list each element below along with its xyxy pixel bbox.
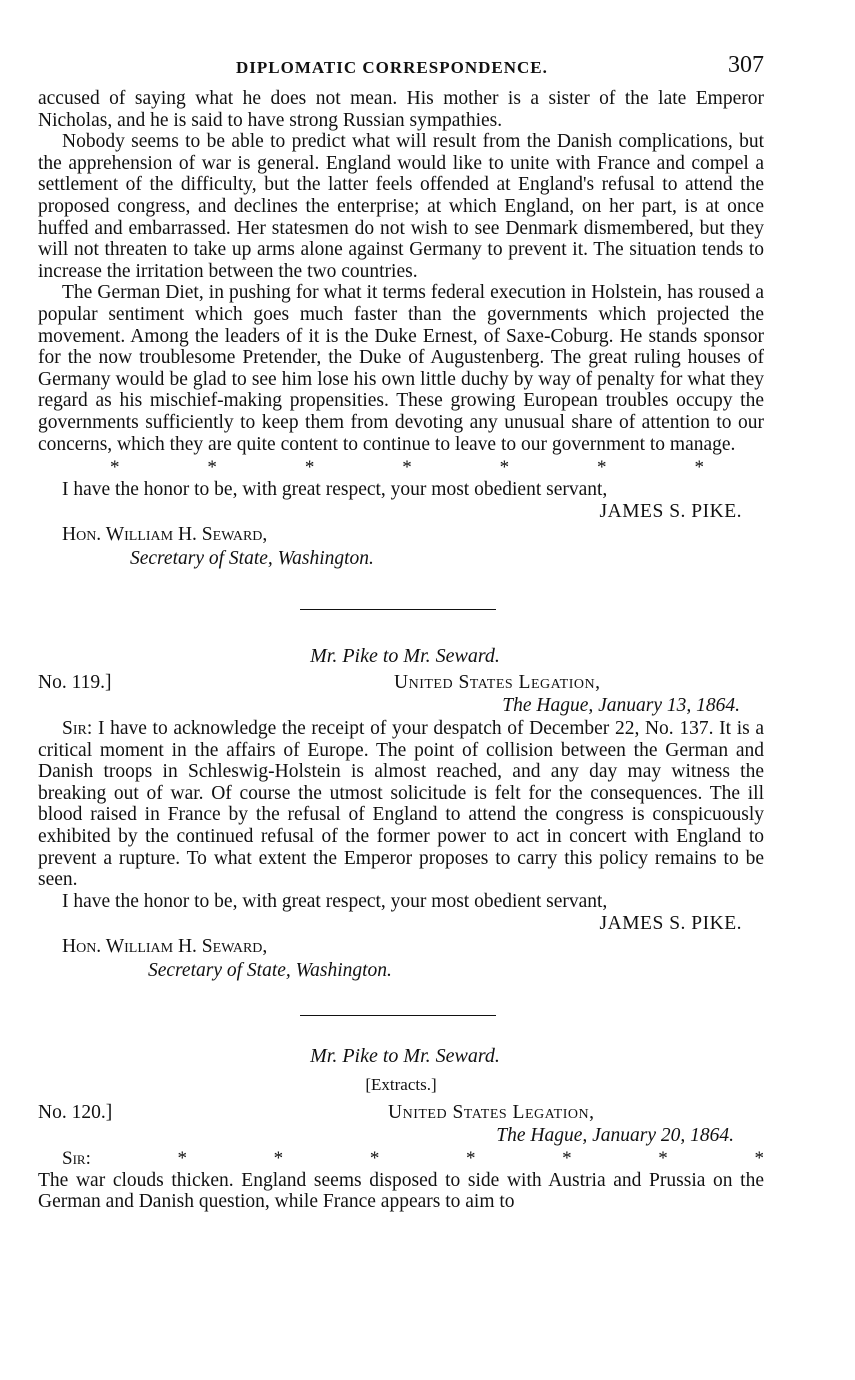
addressee-name: Hon. William H. Seward, bbox=[62, 935, 268, 957]
dateline bbox=[38, 1102, 764, 1148]
letter-number: No. 120.] bbox=[38, 1101, 113, 1123]
paragraph: accused of saying what he does not mean. His mother is a sister of the late Emperor Nicholas, and he is said to have strong Russian sympathies. bbox=[38, 88, 764, 131]
extracts-note: [Extracts.] bbox=[365, 1074, 437, 1094]
letter-title: Mr. Pike to Mr. Seward. bbox=[310, 645, 500, 668]
document-page bbox=[38, 52, 764, 1213]
legation: United States Legation, bbox=[388, 1101, 595, 1123]
letter-title: Mr. Pike to Mr. Seward. bbox=[310, 1044, 500, 1067]
letter-body: I have to acknowledge the receipt of your despatch of December 22, No. 137. It is a critical moment in the affairs of Europe. The point of collision between the German and Danish troops in Schleswig-Holstein is almost reached, and any day may witness the breaking out of war. Of course the utmost solicitude is felt for the consequences. The ill blood raised in France by the refusal of England to attend the congress is conspicuously exhibited by the continued refusal of the former power to act in concert with England to prevent a rupture. To what extent the Emperor proposes to carry this policy remains to be seen. bbox=[38, 718, 765, 891]
running-title: DIPLOMATIC CORRESPONDENCE. bbox=[236, 58, 548, 77]
section-divider bbox=[300, 1015, 496, 1016]
dateline bbox=[38, 672, 764, 718]
page-header bbox=[38, 52, 764, 88]
page-number: 307 bbox=[728, 52, 764, 78]
closing-line: I have the honor to be, with great respect, your most obedient servant, bbox=[62, 890, 608, 912]
letter-number: No. 119.] bbox=[38, 672, 112, 694]
addressee-title: Secretary of State, Washington. bbox=[130, 548, 374, 570]
addressee-title: Secretary of State, Washington. bbox=[148, 959, 392, 981]
signature: JAMES S. PIKE. bbox=[599, 501, 742, 523]
letter-no-119 bbox=[38, 644, 764, 983]
place-date: The Hague, January 20, 1864. bbox=[496, 1124, 734, 1146]
addressee-name: Hon. William H. Seward, bbox=[62, 524, 268, 546]
letter-continued bbox=[38, 88, 764, 571]
paragraph: The German Diet, in pushing for what it terms federal execution in Holstein, has roused a popular sentiment which goes much faster than the governments which projected the movement. Among the leaders of it is the Duke Ernest, of Saxe-Coburg. He stands sponsor for the now troublesome Pretender, the Duke of Augustenberg. The great ruling houses of Germany would be glad to see him lose his own little duchy by way of penalty for what they regard as his mischief-making propensities. These growing European troubles occupy the governments sufficiently to keep them from devoting any unusual share of attention to our concerns, which they are quite content to continue to leave to our government to manage. bbox=[38, 282, 764, 455]
place-date: The Hague, January 13, 1864. bbox=[502, 695, 740, 717]
salutation: Sir: bbox=[62, 1147, 91, 1169]
letter-no-120 bbox=[38, 1044, 764, 1213]
paragraph: Nobody seems to be able to predict what will result from the Danish complications, but the apprehension of war is general. England would like to unite with France and compel a settlement of the difficulty, but the latter feels offended at England's refusal to attend the proposed congress, and declines the enterprise; at which England, on her part, is at once huffed and embarrassed. Her statesmen do not wish to see Denmark dismembered, but they will not threaten to take up arms alone against Germany to prevent it. The situation tends to increase the irritation between the two countries. bbox=[38, 131, 764, 282]
letter-body: The war clouds thicken. England seems disposed to side with Austria and Prussia on the German and Danish question, while France appears to aim to bbox=[38, 1169, 764, 1213]
signature: JAMES S. PIKE. bbox=[599, 912, 742, 934]
salutation: Sir: bbox=[62, 718, 93, 740]
omission-stars: * * * * * * * bbox=[110, 457, 704, 479]
legation: United States Legation, bbox=[394, 672, 601, 694]
paragraph bbox=[38, 718, 764, 891]
salutation-with-stars: Sir: * * * * * * * bbox=[62, 1147, 764, 1169]
closing-line: I have the honor to be, with great respect, your most obedient servant, bbox=[62, 479, 608, 501]
section-divider bbox=[300, 609, 496, 610]
